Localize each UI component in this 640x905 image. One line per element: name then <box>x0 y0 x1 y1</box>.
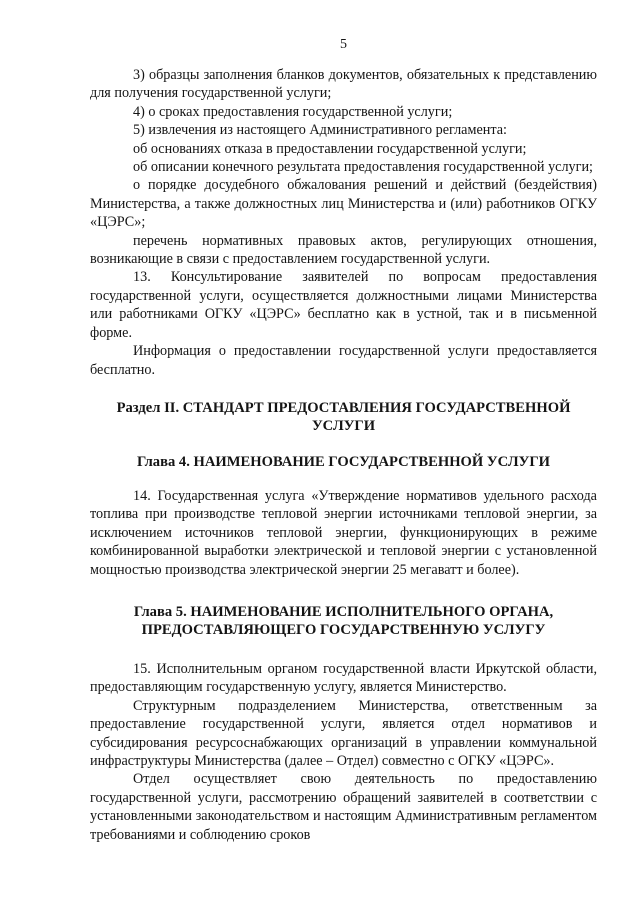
chapter5-heading: Глава 5. НАИМЕНОВАНИЕ ИСПОЛНИТЕЛЬНОГО ОРГАНА, ПРЕДОСТАВЛЯЮЩЕГО ГОСУДАРСТВЕННУЮ УСЛУГУ <box>133 604 554 639</box>
paragraph-department-activity: Отдел осуществляет свою деятельность по предоставлению государственной услуги, рассмотрению обращений заявителей в соответствии с установленными законодательством и настоящим Административным регламентом требованиями и соблюдению сроков <box>90 771 597 843</box>
paragraph-appeal-procedure: о порядке досудебного обжалования решений и действий (бездействия) Министерства, а также должностных лиц Министерства и (или) работников ОГКУ «ЦЭРС»; <box>90 177 597 231</box>
page-number: 5 <box>340 37 347 52</box>
chapter4-heading: Глава 4. НАИМЕНОВАНИЕ ГОСУДАРСТВЕННОЙ УСЛУГИ <box>136 454 551 470</box>
paragraph-structural-unit: Структурным подразделением Министерства, ответственным за предоставление государственной услуги, является отдел нормативов и субсидирования ресурсоснабжающих организаций в управлении коммунальной инфраструктуры Министерства (далее – Отдел) совместно с ОГКУ «ЦЭРС». <box>90 697 597 770</box>
paragraph-item-3: 3) образцы заполнения бланков документов, обязательных к представлению для получения государственной услуги; <box>90 67 597 102</box>
section1-text <box>90 66 597 379</box>
paragraph-result-description: об описании конечного результата предоставления государственной услуги; <box>133 159 593 176</box>
section2-heading: Раздел II. СТАНДАРТ ПРЕДОСТАВЛЕНИЯ ГОСУДАРСТВЕННОЙ УСЛУГИ <box>116 400 571 435</box>
paragraph-14-service-name: 14. Государственная услуга «Утверждение нормативов удельного расхода топлива при производстве тепловой энергии источниками тепловой энергии, за исключением источников тепловой энергии, функционирующих в режиме комбинированной выработки электрической и тепловой энергии с установленной мощностью производства электрической энергии 25 мегаватт и более). <box>90 488 597 578</box>
paragraph-13-consulting: 13. Консультирование заявителей по вопросам предоставления государственной услуги, осуществляется должностными лицами Министерства или работниками ОГКУ «ЦЭРС» бесплатно как в устной, так и в письменной форме. <box>90 269 597 341</box>
paragraph-legal-acts: перечень нормативных правовых актов, регулирующих отношения, возникающие в связи с предоставлением государственной услуги. <box>90 232 597 268</box>
paragraph-15-executive-body: 15. Исполнительным органом государственной власти Иркутской области, предоставляющим государственную услугу, является Министерство. <box>90 661 597 696</box>
paragraph-item-5: 5) извлечения из настоящего Административного регламента: <box>133 122 507 139</box>
paragraph-item-4: 4) о сроках предоставления государственной услуги; <box>133 103 453 120</box>
chapter4-text <box>90 487 597 579</box>
paragraph-refusal-grounds: об основаниях отказа в предоставлении государственной услуги; <box>133 140 527 157</box>
document-page <box>90 0 597 905</box>
paragraph-info-free: Информация о предоставлении государственной услуги предоставляется бесплатно. <box>90 343 597 378</box>
chapter5-text <box>90 660 597 844</box>
